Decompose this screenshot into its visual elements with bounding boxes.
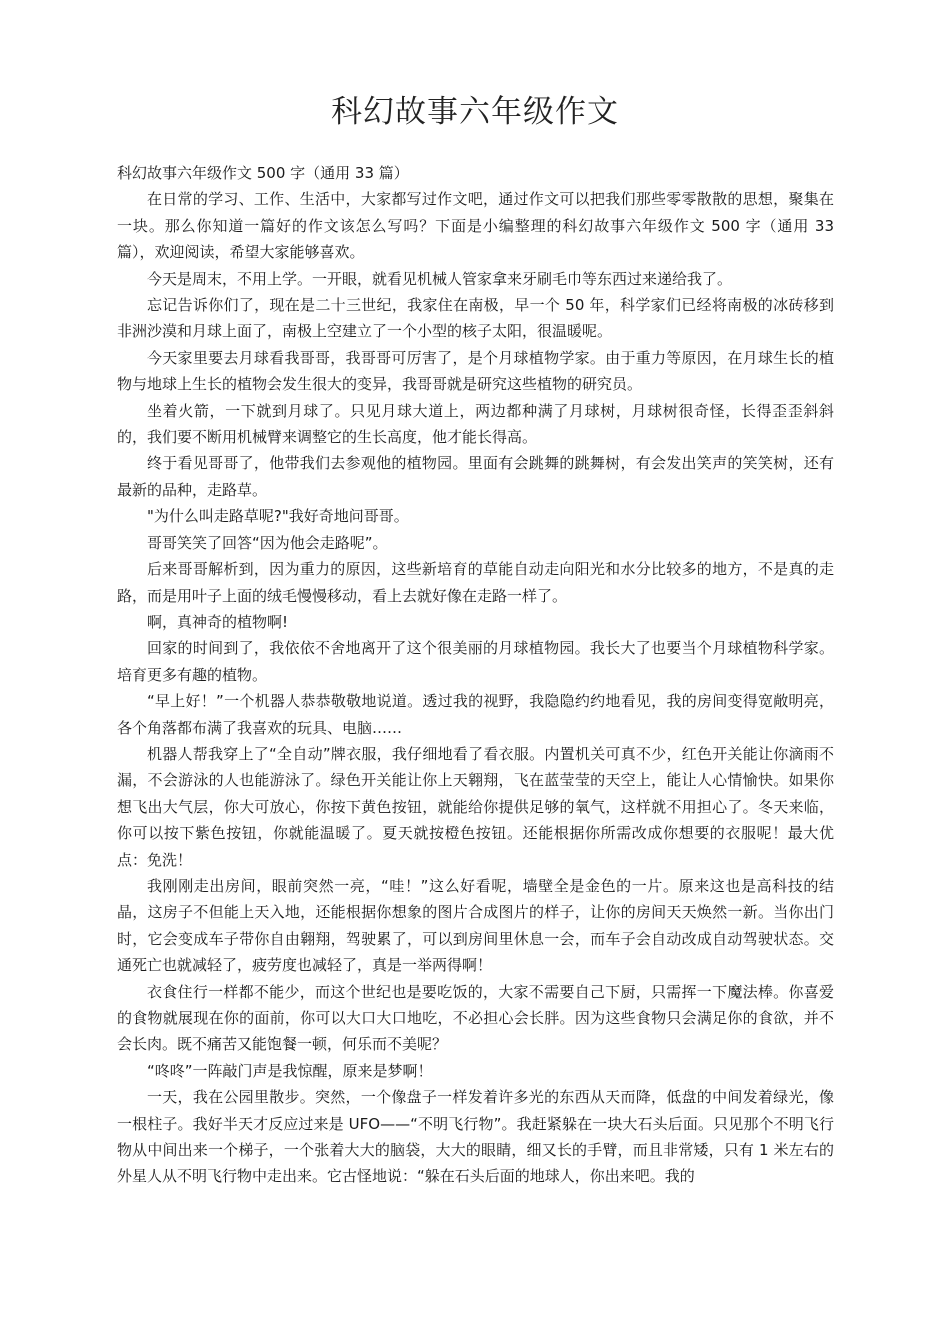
paragraph: “早上好！”一个机器人恭恭敬敬地说道。透过我的视野，我隐隐约约地看见，我的房间变得宽敞明亮，各个角落都布满了我喜欢的玩具、电脑…… bbox=[117, 692, 834, 737]
document-subtitle: 科幻故事六年级作文 500 字（通用 33 篇） bbox=[117, 164, 409, 182]
paragraph: 忘记告诉你们了，现在是二十三世纪，我家住在南极，早一个 50 年，科学家们已经将南极的冰砖移到非洲沙漠和月球上面了，南极上空建立了一个小型的核子太阳，很温暖呢。 bbox=[117, 296, 834, 341]
document-body bbox=[117, 160, 834, 1190]
paragraph: 坐着火箭，一下就到月球了。只见月球大道上，两边都种满了月球树，月球树很奇怪，长得歪歪斜斜的，我们要不断用机械臂来调整它的生长高度，他才能长得高。 bbox=[117, 401, 834, 447]
paragraph: 衣食住行一样都不能少，而这个世纪也是要吃饭的，大家不需要自己下厨，只需挥一下魔法棒。你喜爱的食物就展现在你的面前，你可以大口大口地吃，不必担心会长胖。因为这些食物只会满足你的食欲，并不会长肉。既不痛苦又能饱餐一顿，何乐而不美呢？ bbox=[117, 982, 834, 1054]
document-title: 科幻故事六年级作文 bbox=[331, 94, 619, 130]
paragraph: 回家的时间到了，我依依不舍地离开了这个很美丽的月球植物园。我长大了也要当个月球植物科学家。培育更多有趣的植物。 bbox=[117, 639, 834, 684]
paragraph: 后来哥哥解析到，因为重力的原因，这些新培育的草能自动走向阳光和水分比较多的地方，不是真的走路，而是用叶子上面的绒毛慢慢移动，看上去就好像在走路一样了。 bbox=[117, 560, 834, 605]
paragraph: 哥哥笑笑了回答“因为他会走路呢”。 bbox=[147, 533, 388, 552]
paragraph: “咚咚”一阵敲门声是我惊醒，原来是梦啊！ bbox=[147, 1061, 433, 1080]
paragraph: 机器人帮我穿上了“全自动”牌衣服，我仔细地看了看衣服。内置机关可真不少，红色开关能让你滴雨不漏，不会游泳的人也能游泳了。绿色开关能让你上天翱翔，飞在蓝莹莹的天空上，能让人心情愉快。如果你想飞出大气层，你大可放心，你按下黄色按钮，就能给你提供足够的氧气，这样就不用担心了。冬天来临，你可以按下紫色按钮，你就能温暖了。夏天就按橙色按钮。还能根据你所需改成你想要的衣服呢！最大优点：免洗！ bbox=[117, 744, 834, 869]
paragraph: "为什么叫走路草呢?"我好奇地问哥哥。 bbox=[147, 507, 409, 526]
paragraph: 在日常的学习、工作、生活中，大家都写过作文吧，通过作文可以把我们那些零零散散的思想，聚集在一块。那么你知道一篇好的作文该怎么写吗？下面是小编整理的科幻故事六年级作文 500 字（通用 33 篇），欢迎阅读，希望大家能够喜欢。 bbox=[117, 190, 834, 262]
paragraph: 我刚刚走出房间，眼前突然一亮，“哇！”这么好看呢，墙壁全是金色的一片。原来这也是高科技的结晶，这房子不但能上天入地，还能根据你想象的图片合成图片的样子，让你的房间天天焕然一新。当你出门时，它会变成车子带你自由翱翔，驾驶累了，可以到房间里休息一会，而车子会自动改成自动驾驶状态。交通死亡也就减轻了，疲劳度也减轻了，真是一举两得啊！ bbox=[117, 876, 834, 975]
paragraph: 一天，我在公园里散步。突然，一个像盘子一样发着许多光的东西从天而降，低盘的中间发着绿光，像一根柱子。我好半天才反应过来是 UFO——“不明飞行物”。我赶紧躲在一块大石头后面。只见那个不明飞行物从中间出来一个梯子，一个张着大大的脑袋，大大的眼睛，细又长的手臂，而且非常矮，只有 1 米左右的外星人从不明飞行物中走出来。它古怪地说：“躲在石头后面的地球人，你出来吧。我的 bbox=[117, 1088, 834, 1186]
paragraph: 今天家里要去月球看我哥哥，我哥哥可厉害了，是个月球植物学家。由于重力等原因，在月球生长的植物与地球上生长的植物会发生很大的变异，我哥哥就是研究这些植物的研究员。 bbox=[117, 348, 834, 394]
paragraph: 终于看见哥哥了，他带我们去参观他的植物园。里面有会跳舞的跳舞树，有会发出笑声的笑笑树，还有最新的品种，走路草。 bbox=[117, 454, 834, 499]
paragraph: 啊，真神奇的植物啊! bbox=[147, 612, 289, 631]
paragraph: 今天是周末，不用上学。一开眼，就看见机械人管家拿来牙刷毛巾等东西过来递给我了。 bbox=[147, 269, 733, 288]
